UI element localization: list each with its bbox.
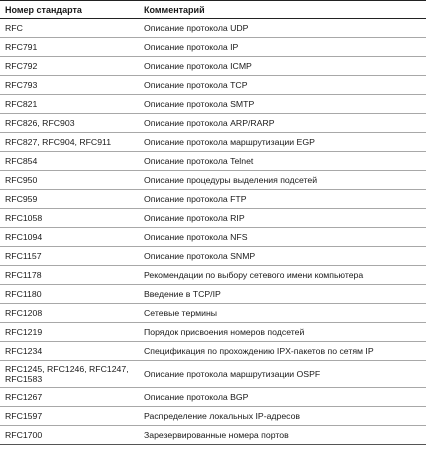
header-row xyxy=(0,1,426,19)
comment-cell: Описание протокола SMTP xyxy=(140,95,426,114)
header-comment: Комментарий xyxy=(140,1,426,19)
standard-number-cell: RFC1208 xyxy=(0,304,140,323)
table-row xyxy=(0,342,426,361)
table-row xyxy=(0,209,426,228)
table-row xyxy=(0,247,426,266)
standard-number-cell: RFC1234 xyxy=(0,342,140,361)
header-standard-number: Номер стандарта xyxy=(0,1,140,19)
table-row xyxy=(0,228,426,247)
comment-cell: Спецификация по прохождению IPX-пакетов по сетям IP xyxy=(140,342,426,361)
standard-number-cell: RFC1157 xyxy=(0,247,140,266)
comment-cell: Распределение локальных IP-адресов xyxy=(140,407,426,426)
comment-cell: Описание протокола TCP xyxy=(140,76,426,95)
standard-number-cell: RFC1178 xyxy=(0,266,140,285)
comment-cell: Описание протокола ICMP xyxy=(140,57,426,76)
table-body xyxy=(0,19,426,445)
table-row xyxy=(0,266,426,285)
comment-cell: Описание протокола NFS xyxy=(140,228,426,247)
comment-cell: Описание протокола UDP xyxy=(140,19,426,38)
standard-number-cell: RFC791 xyxy=(0,38,140,57)
table-row xyxy=(0,407,426,426)
comment-cell: Описание протокола ARP/RARP xyxy=(140,114,426,133)
standard-number-cell: RFC1180 xyxy=(0,285,140,304)
comment-cell: Описание протокола маршрутизации OSPF xyxy=(140,361,426,388)
standard-number-cell: RFC792 xyxy=(0,57,140,76)
comment-cell: Описание протокола FTP xyxy=(140,190,426,209)
table-row xyxy=(0,304,426,323)
comment-cell: Описание протокола Telnet xyxy=(140,152,426,171)
comment-cell: Описание протокола IP xyxy=(140,38,426,57)
table-header xyxy=(0,1,426,19)
table-row xyxy=(0,38,426,57)
standard-number-cell: RFC959 xyxy=(0,190,140,209)
table-row xyxy=(0,285,426,304)
comment-cell: Порядок присвоения номеров подсетей xyxy=(140,323,426,342)
standard-number-cell: RFC xyxy=(0,19,140,38)
table-row xyxy=(0,114,426,133)
comment-cell: Описание протокола RIP xyxy=(140,209,426,228)
table-row xyxy=(0,323,426,342)
standard-number-cell: RFC827, RFC904, RFC911 xyxy=(0,133,140,152)
standard-number-cell: RFC854 xyxy=(0,152,140,171)
comment-cell: Зарезервированные номера портов xyxy=(140,426,426,445)
table-row xyxy=(0,19,426,38)
comment-cell: Описание протокола SNMP xyxy=(140,247,426,266)
comment-cell: Описание протокола BGP xyxy=(140,388,426,407)
table-row xyxy=(0,190,426,209)
standard-number-cell: RFC1058 xyxy=(0,209,140,228)
standard-number-cell: RFC821 xyxy=(0,95,140,114)
table-row xyxy=(0,95,426,114)
comment-cell: Сетевые термины xyxy=(140,304,426,323)
table-row xyxy=(0,388,426,407)
table-row xyxy=(0,361,426,388)
standard-number-cell: RFC950 xyxy=(0,171,140,190)
table-row xyxy=(0,133,426,152)
comment-cell: Описание процедуры выделения подсетей xyxy=(140,171,426,190)
table-row xyxy=(0,152,426,171)
standard-number-cell: RFC793 xyxy=(0,76,140,95)
table-row xyxy=(0,57,426,76)
comment-cell: Рекомендации по выбору сетевого имени компьютера xyxy=(140,266,426,285)
standard-number-cell: RFC826, RFC903 xyxy=(0,114,140,133)
standard-number-cell: RFC1597 xyxy=(0,407,140,426)
standard-number-cell: RFC1245, RFC1246, RFC1247, RFC1583 xyxy=(0,361,140,388)
table-row xyxy=(0,171,426,190)
standard-number-cell: RFC1219 xyxy=(0,323,140,342)
comment-cell: Описание протокола маршрутизации EGP xyxy=(140,133,426,152)
standard-number-cell: RFC1700 xyxy=(0,426,140,445)
comment-cell: Введение в TCP/IP xyxy=(140,285,426,304)
table-row xyxy=(0,76,426,95)
standard-number-cell: RFC1094 xyxy=(0,228,140,247)
table-row xyxy=(0,426,426,445)
standard-number-cell: RFC1267 xyxy=(0,388,140,407)
